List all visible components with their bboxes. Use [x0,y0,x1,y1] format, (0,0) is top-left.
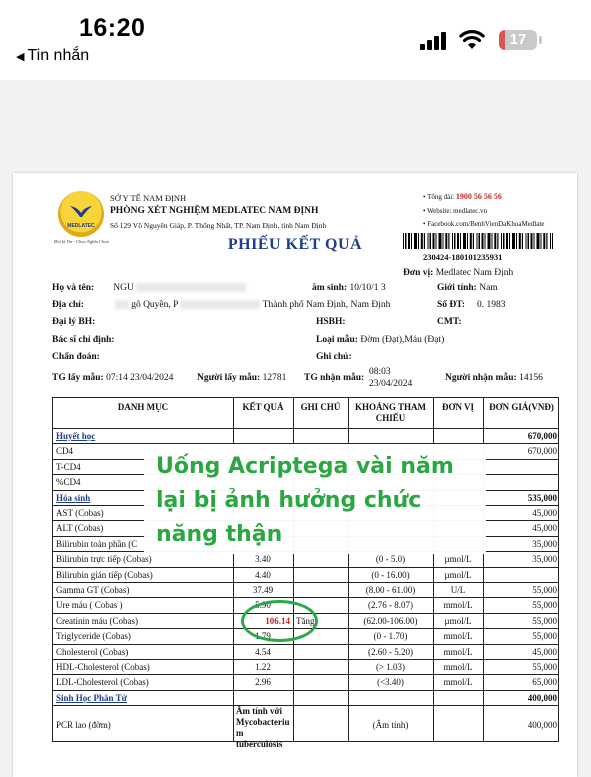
table-header-cell: KHOẢNG THAM CHIẾU [354,402,427,423]
table-cell: Hóa sinh [56,492,91,503]
receive-time-value-a: 08:03 [369,367,391,377]
table-header-cell: ĐƠN VỊ [441,402,475,412]
table-cell: (> 1.03) [375,662,406,672]
table-cell: 37.49 [252,585,274,595]
sample-type-field: Loại mẫu: Đờm (Đạt),Máu (Đạt) [316,335,445,345]
website-line: • Website: medlatec.vn [423,207,488,215]
table-cell: mmol/L [443,600,473,611]
table-header-cell: DANH MỤC [117,402,169,412]
table-cell: ALT (Cobas) [56,523,104,534]
table-cell: 5.90 [255,600,271,611]
address-field: Địa chỉ: gô Quyền, P Thành phố Nam Định, Nam Định [52,300,391,310]
table-cell: mmol/L [443,631,473,642]
medlatec-logo [58,191,104,237]
table-cell: 670,000 [527,446,557,457]
table-row-divider [53,644,558,645]
table-cell: U/L [450,585,466,595]
table-cell: 1.79 [255,631,271,642]
note-field: Ghi chú: [316,352,352,362]
table-cell: Gamma GT (Cobas) [56,585,130,595]
table-cell: (2.76 - 8.07) [368,600,413,611]
unit-field: Đơn vị: Medlatec Nam Định [403,268,514,278]
lab-result-document [13,173,577,777]
table-cell: Bilirubin toàn phần (C [56,538,138,549]
table-cell: (0 - 5.0) [375,554,406,565]
table-cell: HDL-Cholesterol (Cobas) [56,662,150,672]
dob-field: ăm sinh: 10/10/1 3 [312,283,386,293]
table-row-divider [53,567,558,568]
table-cell: Huyết học [56,431,96,441]
table-cell: (0 - 1.70) [373,631,408,642]
receiver-field: Người nhận mẫu: 14156 [445,373,543,383]
lab-name: PHÒNG XÉT NGHIỆM MEDLATEC NAM ĐỊNH [110,206,319,216]
table-cell: µmol/L [444,569,472,580]
ios-status-bar [0,0,591,80]
table-cell: 2.96 [255,677,271,688]
caption-text: Uống Acriptega vài năm lại bị ảnh hưởng chức năng thận [156,454,454,547]
table-cell: (<3.40) [377,677,404,688]
dept-name: SỞ Y TẾ NAM ĐỊNH [110,193,187,203]
table-cell: AST (Cobas) [56,508,104,518]
table-cell: (0 - 16.00) [371,569,410,580]
facebook-line: • Facebook.com/BenhVienDaKhoaMedlate [423,220,545,228]
back-arrow-icon: ◀ [16,51,25,63]
highlight-circle-creatinine [241,600,318,642]
cellular-signal-icon [420,32,450,50]
table-cell: 400,000 [527,720,557,731]
table-cell: CD4 [56,446,74,457]
wifi-icon [459,28,485,50]
table-cell: (2.60 - 5.20) [368,646,413,657]
table-cell: 4.40 [255,569,271,580]
redacted-name [136,283,246,292]
table-cell: 106.14 [265,615,290,626]
insurance-agent-field: Đại lý BH: [52,317,96,327]
table-cell: 35,000 [532,554,557,565]
table-cell: 35,000 [532,538,557,549]
receive-time-field: TG nhận mẫu: [304,373,365,383]
doctor-field: Bác sĩ chỉ định: [52,335,115,345]
table-cell: 45,000 [532,508,557,518]
lab-address: Số 129 Võ Nguyên Giáp, P. Thống Nhất, TP. Nam Định, tỉnh Nam Định [110,221,327,230]
table-cell: Sinh Học Phân Tử [56,692,128,703]
table-cell: 4.54 [255,646,271,657]
table-header-cell: KẾT QUẢ [242,402,284,412]
table-row-divider [53,659,558,660]
hotline-number: 1900 56 56 56 [455,192,502,201]
table-cell: Âm tính với Mycobacteriu m tuberculosis [236,706,290,750]
barcode-number: 230424-180101235931 [423,252,503,262]
table-cell: Creatinin máu (Cobas) [56,615,138,626]
table-cell: 400,000 [527,692,557,703]
back-to-messages-link[interactable] [16,47,89,65]
table-cell: mmol/L [443,662,473,672]
table-header-divider [53,428,558,429]
table-cell: mmol/L [443,646,473,657]
cmt-field: CMT: [437,317,462,327]
battery-tip [539,36,542,44]
table-cell: LDL-Cholesterol (Cobas) [56,677,149,688]
table-row-divider [53,705,558,706]
table-cell: %CD4 [56,477,81,488]
table-cell: Ure máu ( Cobas ) [56,600,123,611]
table-cell: 3.40 [255,554,271,565]
table-cell: 45,000 [532,646,557,657]
table-cell: 55,000 [532,585,557,595]
back-label: Tin nhắn [27,47,90,64]
collector-field: Người lấy mẫu: 12781 [197,373,287,383]
document-title: PHIẾU KẾT QUẢ [227,236,363,253]
table-cell: 55,000 [532,662,557,672]
hotline-label: • Tổng đài: [423,193,455,201]
receive-time-value-b: 23/04/2024 [369,379,413,389]
table-row-divider [53,582,558,583]
table-cell: (62.00-106.00) [363,615,418,626]
battery-percent: 17 [509,31,527,48]
caption-overlay [144,444,486,554]
logo-slogan: Đổi là Tin - Chọn Nghĩa Chọn [54,239,109,244]
hsbh-field: HSBH: [316,317,346,327]
table-cell: (8.00 - 61.00) [365,585,416,595]
table-cell: 55,000 [532,615,557,626]
bird-logo-icon [69,203,93,219]
table-header-cell: GHI CHÚ [300,402,341,412]
table-row-divider [53,597,558,598]
table-cell: 1.22 [255,662,271,672]
table-cell: 45,000 [532,523,557,534]
gender-field: Giới tính: Nam [437,283,498,293]
table-row-divider [53,674,558,675]
table-cell: 670,000 [527,431,557,441]
name-field: Họ và tên: NGU [52,283,246,293]
table-cell: Cholesterol (Cobas) [56,646,129,657]
table-cell: 65,000 [532,677,557,688]
table-cell: 55,000 [532,600,557,611]
table-cell: T-CD4 [56,461,81,472]
logo-text: MEDLATEC [67,223,95,229]
phone-field: Số ĐT: 0. 1983 [437,300,506,310]
battery-icon [499,30,537,50]
table-cell: 55,000 [532,631,557,642]
table-cell: µmol/L [444,554,472,565]
table-cell: Bilirubin trực tiếp (Cobas) [56,554,152,565]
diagnosis-field: Chẩn đoán: [52,352,100,362]
table-cell: Tăng [296,615,315,626]
table-cell: PCR lao (đờm) [56,720,111,731]
hotline-line [423,192,502,201]
table-row-divider [53,690,558,691]
table-cell: mmol/L [443,677,473,688]
table-cell: 535,000 [527,492,557,503]
status-time: 16:20 [79,14,146,42]
table-header-cell: ĐƠN GIÁ(VNĐ) [489,402,554,412]
table-cell: (Âm tính) [372,720,409,731]
table-cell: µmol/L [444,615,472,626]
collect-time-field: TG lấy mẫu: 07:14 23/04/2024 [52,373,174,383]
table-cell: Bilirubin gián tiếp (Cobas) [56,569,153,580]
table-cell: Triglyceride (Cobas) [56,631,131,642]
